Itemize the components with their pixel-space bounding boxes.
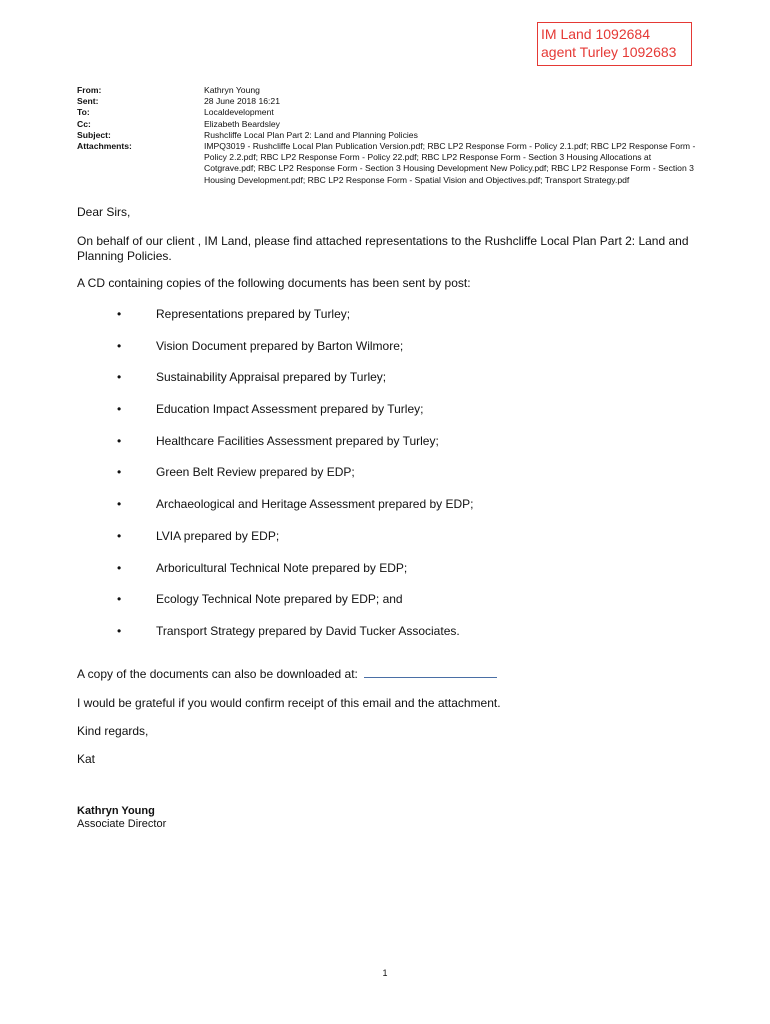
greeting: Dear Sirs,: [77, 205, 131, 219]
to-value: Localdevelopment: [204, 107, 274, 118]
header-to-row: [77, 107, 697, 118]
bullet-icon: •: [117, 465, 122, 480]
bullet-icon: •: [117, 528, 122, 543]
document-item: Archaeological and Heritage Assessment prepared by EDP;: [156, 497, 474, 512]
bullet-icon: •: [117, 497, 122, 512]
download-link[interactable]: [364, 666, 497, 678]
subject-value: Rushcliffe Local Plan Part 2: Land and Planning Policies: [204, 129, 418, 140]
from-label: From:: [77, 85, 102, 95]
from-value: Kathryn Young: [204, 85, 260, 95]
document-item: Education Impact Assessment prepared by Turley;: [156, 402, 424, 417]
subject-label: Subject:: [77, 129, 111, 140]
signature-title: Associate Director: [77, 817, 167, 830]
download-text: A copy of the documents can also be downloaded at:: [77, 666, 358, 681]
header-from-row: [77, 85, 697, 96]
document-item: Arboricultural Technical Note prepared by EDP;: [156, 560, 408, 575]
attachments-value: IMPQ3019 - Rushcliffe Local Plan Publication Version.pdf; RBC LP2 Response Form - Policy 2.1.pdf; RBC LP2 Response Form - Policy 2.2.pdf; RBC LP2 Response Form - Policy 22.pdf; RBC LP2 Response Form - Section 3 Housing Allocations at Cotgrave.pdf; RBC LP2 Response Form - Section 3 Housing Development New Policy.pdf; RBC LP2 Response Form - Section 3 Housing Development.pdf; RBC LP2 Response Form - Spatial Vision and Objectives.pdf; Transport Strategy.pdf: [204, 141, 696, 185]
document-item: Sustainability Appraisal prepared by Turley;: [156, 370, 387, 385]
list-item: [77, 529, 697, 561]
email-header: [77, 85, 697, 186]
sender-short-name: Kat: [77, 751, 96, 766]
reference-stamp: [537, 22, 692, 66]
document-list: [77, 307, 697, 656]
list-item: [77, 465, 697, 497]
sent-label: Sent:: [77, 96, 99, 107]
list-item: [77, 402, 697, 434]
sent-value: 28 June 2018 16:21: [204, 96, 280, 107]
bullet-icon: •: [117, 592, 122, 607]
document-item: Vision Document prepared by Barton Wilmore;: [156, 338, 404, 353]
list-item: [77, 592, 697, 624]
bullet-icon: •: [117, 433, 122, 448]
document-item: Transport Strategy prepared by David Tucker Associates.: [156, 623, 460, 638]
document-item: Representations prepared by Turley;: [156, 307, 351, 321]
document-item: Green Belt Review prepared by EDP;: [156, 465, 355, 480]
list-item: [77, 434, 697, 466]
list-item: [77, 497, 697, 529]
document-item: LVIA prepared by EDP;: [156, 528, 280, 543]
bullet-icon: •: [117, 338, 122, 353]
list-item: [77, 370, 697, 402]
email-body: [77, 205, 697, 831]
header-sent-row: [77, 96, 697, 107]
header-subject-row: [77, 130, 697, 141]
bullet-icon: •: [117, 402, 122, 417]
list-item: [77, 624, 697, 656]
download-paragraph: [77, 666, 697, 682]
bullet-icon: •: [117, 560, 122, 575]
document-item: Healthcare Facilities Assessment prepared by Turley;: [156, 433, 439, 448]
cc-value: Elizabeth Beardsley: [204, 118, 280, 129]
cd-intro-paragraph: A CD containing copies of the following documents has been sent by post:: [77, 276, 471, 290]
stamp-line-agent: agent Turley 1092683: [541, 44, 677, 60]
intro-paragraph: On behalf of our client , IM Land, please find attached representations to the Rushcliffe Local Plan Part 2: Land and Planning Policies.: [77, 234, 689, 263]
bullet-icon: •: [117, 307, 122, 321]
to-label: To:: [77, 107, 90, 118]
signature-name: Kathryn Young: [77, 804, 155, 817]
list-item: [77, 307, 697, 339]
cc-label: Cc:: [77, 118, 91, 129]
bullet-icon: •: [117, 370, 122, 385]
header-attachments-row: [77, 141, 697, 186]
closing: Kind regards,: [77, 723, 149, 738]
stamp-line-im-land: IM Land 1092684: [541, 26, 650, 42]
bullet-icon: •: [117, 623, 122, 638]
confirm-paragraph: I would be grateful if you would confirm receipt of this email and the attachment.: [77, 695, 501, 710]
attachments-label: Attachments:: [77, 141, 132, 152]
list-item: [77, 339, 697, 371]
list-item: [77, 561, 697, 593]
document-item: Ecology Technical Note prepared by EDP; and: [156, 592, 403, 607]
page-number: 1: [382, 968, 388, 978]
header-cc-row: [77, 119, 697, 130]
